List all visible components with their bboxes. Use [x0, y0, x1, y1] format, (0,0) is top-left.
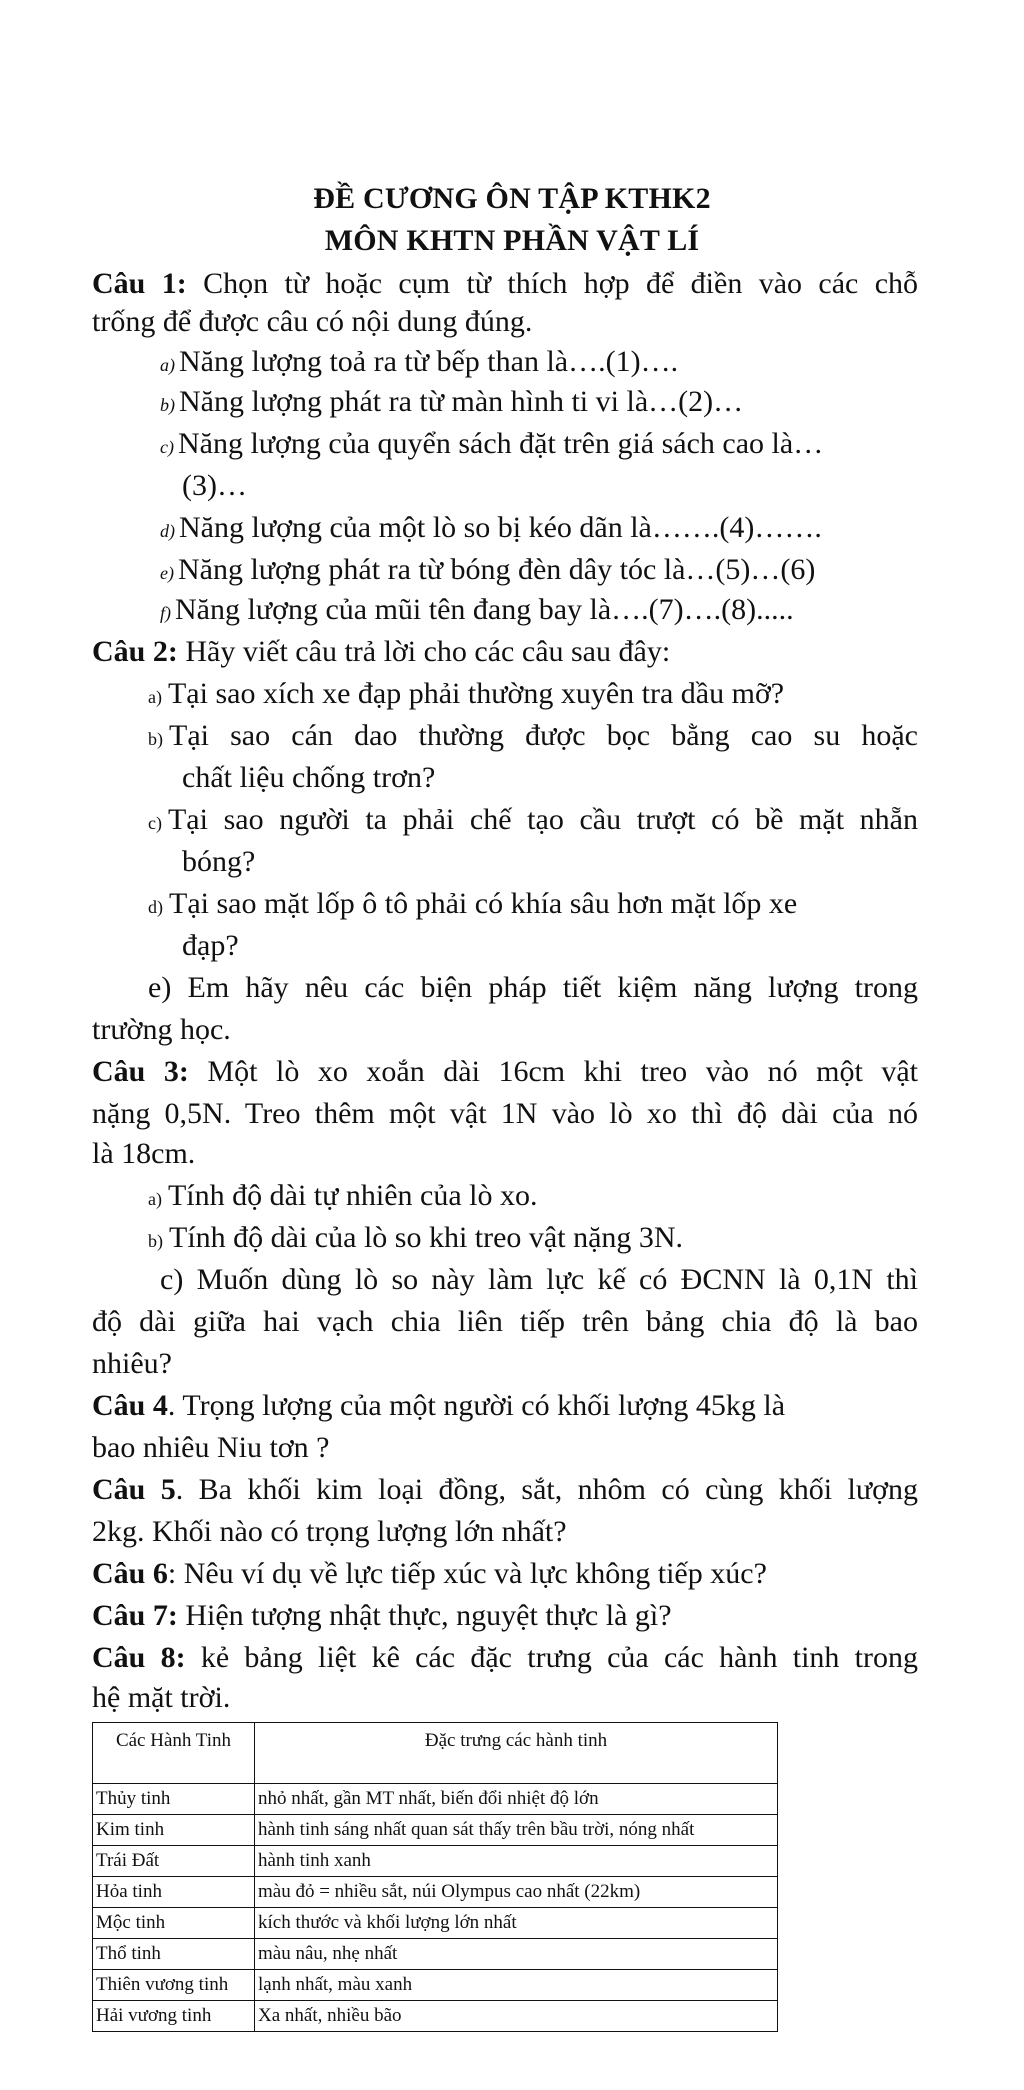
planet-feature: nhỏ nhất, gần MT nhất, biến đổi nhiệt độ lớn	[255, 1784, 778, 1815]
planet-name: Thủy tinh	[93, 1784, 255, 1815]
q5-text-line2: 2kg. Khối nào có trọng lượng lớn nhất?	[92, 1515, 567, 1548]
q2-item-d-text: Tại sao mặt lốp ô tô phải có khía sâu hơn mặt lốp xe	[169, 887, 798, 920]
planet-name: Kim tinh	[93, 1815, 255, 1846]
q1-item-e	[160, 552, 815, 591]
q2-item-c-cont: bóng?	[182, 845, 256, 878]
q3-text-line3: là 18cm.	[92, 1137, 196, 1170]
table-header-planet: Các Hành Tinh	[93, 1723, 255, 1784]
q1-item-e-text: Năng lượng phát ra từ bóng đèn dây tóc là…(5)…(6)	[177, 553, 816, 586]
q7-prompt	[92, 1598, 672, 1634]
table-row	[93, 1846, 778, 1877]
table-header-features: Đặc trưng các hành tinh	[255, 1723, 778, 1784]
table-row	[93, 1970, 778, 2001]
q1-item-b-marker: b)	[160, 395, 175, 415]
table-row	[93, 1939, 778, 1970]
planet-name: Thổ tinh	[93, 1939, 255, 1970]
q2-item-a-marker: a)	[148, 687, 162, 707]
q5-label: Câu 5	[92, 1473, 176, 1506]
planet-feature: lạnh nhất, màu xanh	[255, 1970, 778, 2001]
q1-item-b	[160, 384, 743, 423]
q3-item-b	[148, 1220, 683, 1259]
q2-item-d	[148, 886, 797, 925]
q6-text: : Nêu ví dụ về lực tiếp xúc và lực không tiếp xúc?	[167, 1557, 767, 1590]
q3-item-a	[148, 1178, 538, 1217]
q3-item-a-text: Tính độ dài tự nhiên của lò xo.	[167, 1179, 538, 1212]
q1-item-f-text: Năng lượng của mũi tên đang bay là….(7)….(8).....	[175, 593, 794, 626]
planet-name: Hỏa tinh	[93, 1877, 255, 1908]
q3-label: Câu 3:	[92, 1055, 189, 1088]
q2-prompt	[92, 634, 670, 670]
q1-label: Câu 1:	[92, 267, 187, 300]
q2-item-b-text: Tại sao cán dao thường được bọc bằng cao su hoặc	[169, 719, 918, 752]
q2-item-b-cont: chất liệu chống trơn?	[182, 761, 436, 794]
table-row	[93, 1877, 778, 1908]
q1-item-f	[160, 592, 794, 631]
q2-text: Hãy viết câu trả lời cho các câu sau đây:	[177, 635, 671, 668]
q2-item-b-marker: b)	[148, 729, 163, 749]
q2-label: Câu 2:	[92, 635, 178, 668]
q3-item-b-marker: b)	[148, 1231, 163, 1251]
q1-item-d	[160, 510, 822, 549]
q1-item-b-text: Năng lượng phát ra từ màn hình ti vi là…(2)…	[179, 385, 744, 418]
q5-prompt-line1	[92, 1472, 918, 1508]
q2-item-c	[148, 802, 918, 841]
planet-feature: Xa nhất, nhiều bão	[255, 2001, 778, 2032]
q1-item-a-marker: a)	[160, 355, 175, 375]
q3-item-a-marker: a)	[148, 1189, 162, 1209]
q3-item-b-text: Tính độ dài của lò so khi treo vật nặng 3N.	[169, 1221, 684, 1254]
q3-item-c-cont1: độ dài giữa hai vạch chia liên tiếp trên bảng chia độ là bao	[92, 1305, 918, 1338]
q1-item-d-marker: d)	[160, 521, 175, 541]
table-row	[93, 1908, 778, 1939]
q1-item-c-text: Năng lượng của quyển sách đặt trên giá sách cao là…	[177, 427, 824, 460]
table-header-row	[93, 1723, 778, 1784]
q3-text-line1: Một lò xo xoắn dài 16cm khi treo vào nó một vật	[188, 1055, 918, 1088]
q2-item-e-cont: trường học.	[92, 1013, 231, 1046]
q4-text-line1: . Trọng lượng của một người có khối lượng 45kg là	[167, 1389, 786, 1422]
q1-item-c-marker: c)	[160, 437, 174, 457]
q7-label: Câu 7:	[92, 1599, 178, 1632]
planet-name: Thiên vương tinh	[93, 1970, 255, 2001]
q1-item-c	[160, 426, 823, 465]
q2-item-a-text: Tại sao xích xe đạp phải thường xuyên tra dầu mỡ?	[167, 677, 785, 710]
q2-item-e: e) Em hãy nêu các biện pháp tiết kiệm năng lượng trong	[148, 971, 918, 1004]
q1-prompt-line1	[92, 266, 918, 302]
planet-feature: kích thước và khối lượng lớn nhất	[255, 1908, 778, 1939]
planet-name: Trái Đất	[93, 1846, 255, 1877]
q4-prompt-line1	[92, 1388, 785, 1424]
q7-text: Hiện tượng nhật thực, nguyệt thực là gì?	[177, 1599, 672, 1632]
q1-text-line2: trống để được câu có nội dung đúng.	[92, 305, 533, 338]
q6-prompt	[92, 1556, 767, 1592]
q3-item-c: c) Muốn dùng lò so này làm lực kế có ĐCNN là 0,1N thì	[160, 1263, 918, 1296]
planet-name: Mộc tinh	[93, 1908, 255, 1939]
q4-label: Câu 4	[92, 1389, 168, 1422]
table-row	[93, 1815, 778, 1846]
q2-item-c-text: Tại sao người ta phải chế tạo cầu trượt có bề mặt nhẵn	[167, 803, 918, 836]
q2-item-a	[148, 676, 784, 715]
q2-item-d-marker: d)	[148, 897, 163, 917]
q2-item-d-cont: đạp?	[182, 929, 239, 962]
q1-item-e-marker: e)	[160, 563, 174, 583]
q1-item-d-text: Năng lượng của một lò so bị kéo dãn là…….(4)…….	[179, 511, 822, 544]
planets-table-wrap	[92, 1722, 777, 2032]
table-row	[93, 1784, 778, 1815]
q5-text-line1: . Ba khối kim loại đồng, sắt, nhôm có cùng khối lượng	[175, 1473, 918, 1506]
q1-item-a-text: Năng lượng toả ra từ bếp than là….(1)….	[179, 345, 679, 378]
document-title: ĐỀ CƯƠNG ÔN TẬP KTHK2	[313, 182, 711, 215]
q1-item-f-marker: f)	[160, 603, 171, 623]
q8-text-line1: kẻ bảng liệt kê các đặc trưng của các hành tinh trong	[185, 1641, 918, 1674]
planet-feature: hành tinh xanh	[255, 1846, 778, 1877]
q8-label: Câu 8:	[92, 1641, 186, 1674]
planet-feature: màu đỏ = nhiều sắt, núi Olympus cao nhất (22km)	[255, 1877, 778, 1908]
q1-text-line1: Chọn từ hoặc cụm từ thích hợp để điền vào các chỗ	[186, 267, 919, 300]
q3-prompt-line1	[92, 1054, 918, 1090]
q3-text-line2: nặng 0,5N. Treo thêm một vật 1N vào lò xo thì độ dài của nó	[92, 1097, 918, 1130]
q6-label: Câu 6	[92, 1557, 168, 1590]
q3-item-c-cont2: nhiêu?	[92, 1347, 172, 1380]
q2-item-b	[148, 718, 918, 757]
planets-table	[92, 1722, 778, 2032]
q4-text-line2: bao nhiêu Niu tơn ?	[92, 1431, 330, 1464]
planet-name: Hải vương tinh	[93, 2001, 255, 2032]
q1-item-a	[160, 344, 678, 383]
table-row	[93, 2001, 778, 2032]
q8-text-line2: hệ mặt trời.	[92, 1681, 231, 1714]
q8-prompt-line1	[92, 1640, 918, 1676]
planet-feature: hành tinh sáng nhất quan sát thấy trên bầu trời, nóng nhất	[255, 1815, 778, 1846]
q2-item-c-marker: c)	[148, 813, 162, 833]
document-subtitle: MÔN KHTN PHẦN VẬT LÍ	[324, 224, 700, 257]
planet-feature: màu nâu, nhẹ nhất	[255, 1939, 778, 1970]
q1-item-c-cont: (3)…	[182, 469, 247, 502]
